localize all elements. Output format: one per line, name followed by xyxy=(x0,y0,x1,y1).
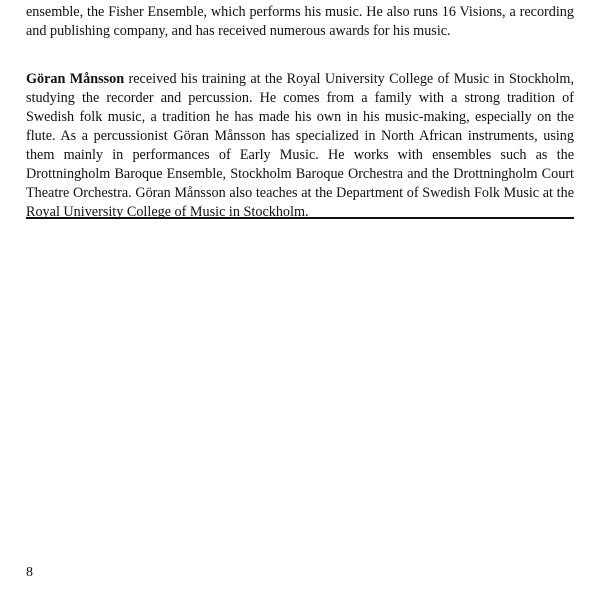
paragraph-intro: ensemble, the Fisher Ensemble, which performs his music. He also runs 16 Visions, a recording and publishing company, and has received numerous awards for his music. xyxy=(26,4,574,39)
musician-name: Göran Månsson xyxy=(26,71,125,87)
paragraph-biography xyxy=(26,70,574,222)
biography-text: received his training at the Royal University College of Music in Stockholm, studying the recorder and percussion. He comes from a family with a strong tradition of Swedish folk music, a tradition he has made his own in his music-making, especially on the flute. As a percussionist Göran Månsson has specialized in North African instruments, using them mainly in performances of Early Music. He works with ensembles such as the Drottningholm Baroque Ensemble, Stockholm Baroque Orchestra and the Drottningholm Court Theatre Orchestra. Göran Månsson also teaches at the Department of Swedish Folk Music at the Royal University College of Music in Stockholm. xyxy=(26,71,575,220)
section-divider xyxy=(26,217,574,219)
page-number: 8 xyxy=(26,565,33,580)
